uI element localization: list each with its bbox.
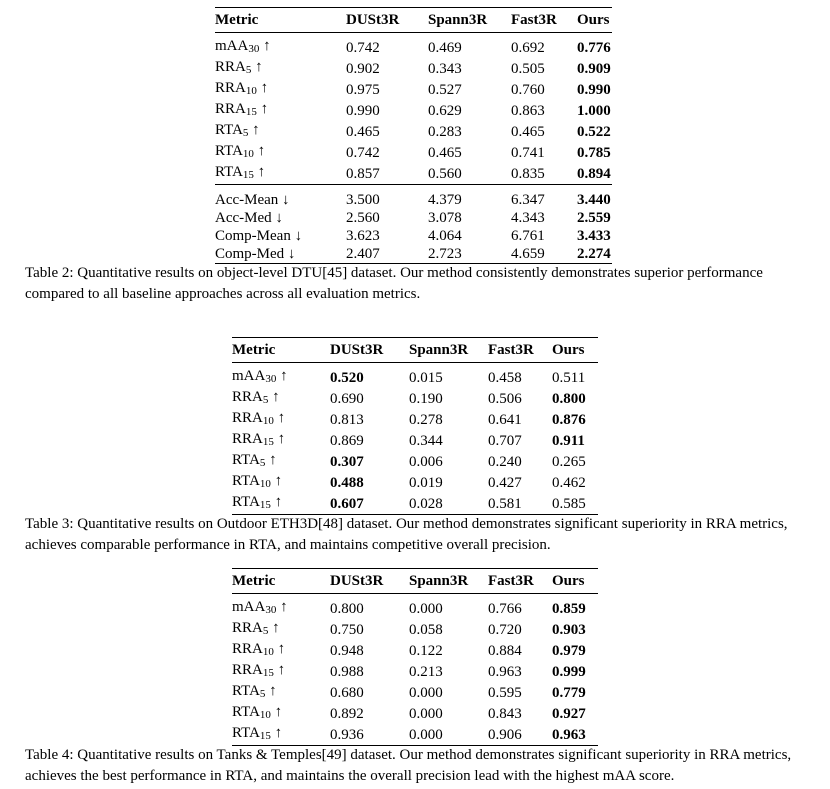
metric-name: RRA xyxy=(232,410,263,426)
arrow-up-icon: ↑ xyxy=(277,662,286,678)
arrow-up-icon: ↑ xyxy=(280,368,288,384)
metric-name: mAA xyxy=(215,38,249,54)
metric-cell xyxy=(232,493,330,515)
spann3r-value: 0.560 xyxy=(428,165,462,182)
arrow-up-icon: ↑ xyxy=(269,683,277,699)
spann3r-value: 0.465 xyxy=(428,144,462,161)
table-3-caption: Table 3: Quantitative results on Outdoor ETH3D[48] dataset. Our method demonstrates significant superiority in RRA metrics, achieves comparable performance in RTA, and maintains competitive overall precision. xyxy=(25,516,788,553)
arrow-up-icon: ↑ xyxy=(272,389,280,405)
spann3r-value: 0.019 xyxy=(409,474,443,491)
ours-value: 0.927 xyxy=(552,705,586,722)
ours-value: 0.999 xyxy=(552,663,586,680)
metric-subscript: 5 xyxy=(262,625,269,637)
fast3r-value: 0.863 xyxy=(511,102,545,119)
dust3r-value: 2.407 xyxy=(346,246,380,262)
metric-subscript: 15 xyxy=(259,499,271,511)
spann3r-value: 4.379 xyxy=(428,192,462,208)
header-dust3r: DUSt3R xyxy=(346,12,400,28)
dust3r-value: 0.750 xyxy=(330,621,364,638)
metric-cell xyxy=(232,430,330,451)
arrow-up-icon: ↑ xyxy=(274,704,283,720)
table-row xyxy=(215,100,612,121)
metric-name: RTA xyxy=(232,725,260,741)
spann3r-value: 0.283 xyxy=(428,123,462,140)
spann3r-value: 0.015 xyxy=(409,369,443,386)
fast3r-value: 0.641 xyxy=(488,411,522,428)
table-row xyxy=(232,682,598,703)
table-row xyxy=(215,33,612,59)
table-row xyxy=(232,409,598,430)
spann3r-value: 0.122 xyxy=(409,642,443,659)
arrow-up-icon: ↑ xyxy=(277,641,286,657)
metric-cell xyxy=(215,79,346,100)
fast3r-value: 0.595 xyxy=(488,684,522,701)
metric-subscript: 15 xyxy=(259,730,271,742)
ours-value: 0.859 xyxy=(552,600,586,617)
dust3r-value: 3.500 xyxy=(346,192,380,208)
metric-cell xyxy=(232,363,330,389)
table-row xyxy=(232,388,598,409)
ours-value: 0.785 xyxy=(577,144,611,161)
metric-cell xyxy=(215,185,346,210)
metric-cell xyxy=(232,409,330,430)
arrow-up-icon: ↑ xyxy=(280,599,288,615)
spann3r-value: 2.723 xyxy=(428,246,462,262)
metric-name: mAA xyxy=(232,368,266,384)
metric-cell xyxy=(232,703,330,724)
fast3r-value: 0.427 xyxy=(488,474,522,491)
metric-name: RTA xyxy=(232,704,260,720)
spann3r-value: 0.527 xyxy=(428,81,462,98)
metric-name: RTA xyxy=(215,122,243,138)
metric-name: Comp-Mean xyxy=(215,228,291,244)
ours-value: 0.963 xyxy=(552,726,586,743)
dust3r-value: 0.488 xyxy=(330,474,364,491)
spann3r-value: 0.006 xyxy=(409,453,443,470)
metric-subscript: 10 xyxy=(262,415,274,427)
metric-name: RRA xyxy=(232,641,263,657)
metric-name: RRA xyxy=(215,80,246,96)
spann3r-value: 0.028 xyxy=(409,495,443,512)
table-row xyxy=(232,472,598,493)
metric-subscript: 5 xyxy=(259,688,266,700)
metric-subscript: 15 xyxy=(242,169,254,181)
metric-cell xyxy=(215,227,346,245)
metric-name: mAA xyxy=(232,599,266,615)
ours-value: 0.800 xyxy=(552,390,586,407)
metric-cell xyxy=(232,388,330,409)
metric-cell xyxy=(215,209,346,227)
metric-cell xyxy=(232,661,330,682)
table-row xyxy=(215,79,612,100)
metric-name: RRA xyxy=(215,59,246,75)
metric-name: RRA xyxy=(215,101,246,117)
metric-name: RTA xyxy=(215,143,243,159)
metric-cell xyxy=(232,472,330,493)
fast3r-value: 0.835 xyxy=(511,165,545,182)
ours-value: 0.894 xyxy=(577,165,611,182)
table-header-row xyxy=(232,338,598,363)
metric-cell xyxy=(232,640,330,661)
spann3r-value: 0.000 xyxy=(409,600,443,617)
metric-name: RRA xyxy=(232,662,263,678)
arrow-up-icon: ↑ xyxy=(255,59,263,75)
dust3r-value: 0.813 xyxy=(330,411,364,428)
arrow-up-icon: ↑ xyxy=(260,101,269,117)
ours-value: 0.903 xyxy=(552,621,586,638)
header-dust3r: DUSt3R xyxy=(330,573,384,589)
dust3r-value: 0.607 xyxy=(330,495,364,512)
metric-name: RTA xyxy=(215,164,243,180)
header-dust3r: DUSt3R xyxy=(330,342,384,358)
metric-name: RTA xyxy=(232,494,260,510)
fast3r-value: 0.240 xyxy=(488,453,522,470)
dust3r-value: 3.623 xyxy=(346,228,380,244)
metric-name: RRA xyxy=(232,431,263,447)
fast3r-value: 6.347 xyxy=(511,192,545,208)
table-row xyxy=(215,121,612,142)
ours-value: 0.585 xyxy=(552,495,586,512)
table-row xyxy=(232,703,598,724)
metric-subscript: 30 xyxy=(248,43,260,55)
table-2-caption: Table 2: Quantitative results on object-level DTU[45] dataset. Our method consistently demonstrates superior performance compared to all baseline approaches across all evaluation metrics. xyxy=(25,265,763,302)
metric-cell xyxy=(215,33,346,59)
metric-cell xyxy=(232,451,330,472)
table-row xyxy=(215,163,612,185)
spann3r-value: 0.213 xyxy=(409,663,443,680)
spann3r-value: 0.190 xyxy=(409,390,443,407)
metric-cell xyxy=(232,619,330,640)
arrow-up-icon: ↑ xyxy=(274,473,283,489)
ours-value: 0.979 xyxy=(552,642,586,659)
table-row xyxy=(232,619,598,640)
dust3r-value: 0.990 xyxy=(346,102,380,119)
ours-value: 0.462 xyxy=(552,474,586,491)
table-row xyxy=(232,451,598,472)
metric-name: RTA xyxy=(232,683,260,699)
ours-value: 0.876 xyxy=(552,411,586,428)
spann3r-value: 0.058 xyxy=(409,621,443,638)
arrow-up-icon: ↑ xyxy=(252,122,260,138)
ours-value: 0.909 xyxy=(577,60,611,77)
fast3r-value: 0.843 xyxy=(488,705,522,722)
metric-cell xyxy=(232,724,330,746)
ours-value: 3.440 xyxy=(577,192,611,208)
table-row xyxy=(215,185,612,210)
fast3r-value: 4.659 xyxy=(511,246,545,262)
header-spann3r: Spann3R xyxy=(428,12,488,28)
table-row xyxy=(232,493,598,515)
fast3r-value: 0.720 xyxy=(488,621,522,638)
fast3r-value: 0.963 xyxy=(488,663,522,680)
header-fast3r: Fast3R xyxy=(511,12,557,28)
table-row xyxy=(215,227,612,245)
arrow-up-icon: ↑ xyxy=(263,38,271,54)
metric-subscript: 15 xyxy=(262,436,274,448)
metric-cell xyxy=(232,682,330,703)
dust3r-value: 0.690 xyxy=(330,390,364,407)
table-row xyxy=(232,661,598,682)
ours-value: 2.559 xyxy=(577,210,611,226)
ours-value: 0.522 xyxy=(577,123,611,140)
spann3r-value: 0.343 xyxy=(428,60,462,77)
fast3r-value: 0.458 xyxy=(488,369,522,386)
header-ours: Ours xyxy=(577,12,610,28)
header-metric: Metric xyxy=(232,573,276,589)
metric-subscript: 30 xyxy=(265,373,277,385)
fast3r-value: 0.692 xyxy=(511,39,545,56)
dust3r-value: 0.988 xyxy=(330,663,364,680)
header-spann3r: Spann3R xyxy=(409,573,469,589)
arrow-up-icon: ↑ xyxy=(257,143,266,159)
metric-name: RRA xyxy=(232,620,263,636)
spann3r-value: 0.469 xyxy=(428,39,462,56)
ours-value: 0.511 xyxy=(552,369,586,386)
ours-value: 0.779 xyxy=(552,684,586,701)
dust3r-value: 0.742 xyxy=(346,144,380,161)
fast3r-value: 0.760 xyxy=(511,81,545,98)
metric-subscript: 10 xyxy=(259,709,271,721)
arrow-down-icon: ↓ xyxy=(287,246,296,262)
metric-subscript: 5 xyxy=(262,394,269,406)
metric-subscript: 10 xyxy=(245,85,257,97)
metric-subscript: 10 xyxy=(242,148,254,160)
metric-cell xyxy=(215,163,346,185)
ours-value: 0.990 xyxy=(577,81,611,98)
header-metric: Metric xyxy=(215,12,259,28)
arrow-up-icon: ↑ xyxy=(260,80,269,96)
fast3r-value: 0.906 xyxy=(488,726,522,743)
ours-value: 0.776 xyxy=(577,39,611,56)
table-4-caption: Table 4: Quantitative results on Tanks & Temples[49] dataset. Our method demonstrates significant superiority in RRA metrics, achieves the best performance in RTA, and maintains the overall precision lead with the highest mAA score. xyxy=(25,747,792,784)
dust3r-value: 0.465 xyxy=(346,123,380,140)
table-row xyxy=(232,724,598,746)
dust3r-value: 0.902 xyxy=(346,60,380,77)
table-2 xyxy=(215,7,612,264)
fast3r-value: 0.581 xyxy=(488,495,522,512)
metric-subscript: 5 xyxy=(245,64,252,76)
metric-name: Acc-Mean xyxy=(215,192,279,208)
arrow-up-icon: ↑ xyxy=(277,410,286,426)
fast3r-value: 0.884 xyxy=(488,642,522,659)
arrow-up-icon: ↑ xyxy=(269,452,277,468)
arrow-up-icon: ↑ xyxy=(274,725,283,741)
metric-cell xyxy=(232,594,330,620)
metric-cell xyxy=(215,121,346,142)
metric-cell xyxy=(215,245,346,264)
arrow-up-icon: ↑ xyxy=(277,431,286,447)
table-row xyxy=(232,594,598,620)
spann3r-value: 0.000 xyxy=(409,705,443,722)
metric-cell xyxy=(215,142,346,163)
spann3r-value: 3.078 xyxy=(428,210,462,226)
header-ours: Ours xyxy=(552,342,585,358)
dust3r-value: 0.948 xyxy=(330,642,364,659)
spann3r-value: 0.278 xyxy=(409,411,443,428)
metric-subscript: 15 xyxy=(245,106,257,118)
metric-name: Acc-Med xyxy=(215,210,272,226)
metric-subscript: 30 xyxy=(265,604,277,616)
fast3r-value: 0.741 xyxy=(511,144,545,161)
metric-subscript: 5 xyxy=(242,127,249,139)
metric-subscript: 5 xyxy=(259,457,266,469)
spann3r-value: 0.000 xyxy=(409,684,443,701)
metric-name: Comp-Med xyxy=(215,246,285,262)
table-row xyxy=(232,363,598,389)
dust3r-value: 0.936 xyxy=(330,726,364,743)
dust3r-value: 0.892 xyxy=(330,705,364,722)
fast3r-value: 0.766 xyxy=(488,600,522,617)
header-fast3r: Fast3R xyxy=(488,573,534,589)
metric-name: RTA xyxy=(232,452,260,468)
header-ours: Ours xyxy=(552,573,585,589)
arrow-up-icon: ↑ xyxy=(272,620,280,636)
arrow-down-icon: ↓ xyxy=(275,210,283,226)
header-metric: Metric xyxy=(232,342,276,358)
arrow-down-icon: ↓ xyxy=(282,192,290,208)
spann3r-value: 0.629 xyxy=(428,102,462,119)
metric-name: RRA xyxy=(232,389,263,405)
fast3r-value: 0.707 xyxy=(488,432,522,449)
table-row xyxy=(232,640,598,661)
table-row xyxy=(215,245,612,264)
metric-subscript: 15 xyxy=(262,667,274,679)
metric-cell xyxy=(215,58,346,79)
table-header-row xyxy=(232,569,598,594)
dust3r-value: 0.307 xyxy=(330,453,364,470)
ours-value: 1.000 xyxy=(577,102,611,119)
metric-name: RTA xyxy=(232,473,260,489)
spann3r-value: 0.000 xyxy=(409,726,443,743)
fast3r-value: 6.761 xyxy=(511,228,545,244)
ours-value: 0.265 xyxy=(552,453,586,470)
arrow-up-icon: ↑ xyxy=(274,494,283,510)
table-row xyxy=(215,209,612,227)
ours-value: 3.433 xyxy=(577,228,611,244)
arrow-down-icon: ↓ xyxy=(294,228,303,244)
dust3r-value: 0.869 xyxy=(330,432,364,449)
metric-subscript: 10 xyxy=(259,478,271,490)
ours-value: 2.274 xyxy=(577,246,611,262)
fast3r-value: 0.505 xyxy=(511,60,545,77)
metric-subscript: 10 xyxy=(262,646,274,658)
table-row xyxy=(232,430,598,451)
dust3r-value: 2.560 xyxy=(346,210,380,226)
dust3r-value: 0.520 xyxy=(330,369,364,386)
dust3r-value: 0.975 xyxy=(346,81,380,98)
table-row xyxy=(215,142,612,163)
header-fast3r: Fast3R xyxy=(488,342,534,358)
dust3r-value: 0.857 xyxy=(346,165,380,182)
ours-value: 0.911 xyxy=(552,432,585,449)
dust3r-value: 0.680 xyxy=(330,684,364,701)
fast3r-value: 0.465 xyxy=(511,123,545,140)
fast3r-value: 0.506 xyxy=(488,390,522,407)
dust3r-value: 0.742 xyxy=(346,39,380,56)
table-4 xyxy=(232,568,598,746)
fast3r-value: 4.343 xyxy=(511,210,545,226)
table-header-row xyxy=(215,8,612,33)
arrow-up-icon: ↑ xyxy=(257,164,266,180)
header-spann3r: Spann3R xyxy=(409,342,469,358)
table-3 xyxy=(232,337,598,515)
spann3r-value: 0.344 xyxy=(409,432,443,449)
dust3r-value: 0.800 xyxy=(330,600,364,617)
metric-cell xyxy=(215,100,346,121)
spann3r-value: 4.064 xyxy=(428,228,462,244)
table-row xyxy=(215,58,612,79)
